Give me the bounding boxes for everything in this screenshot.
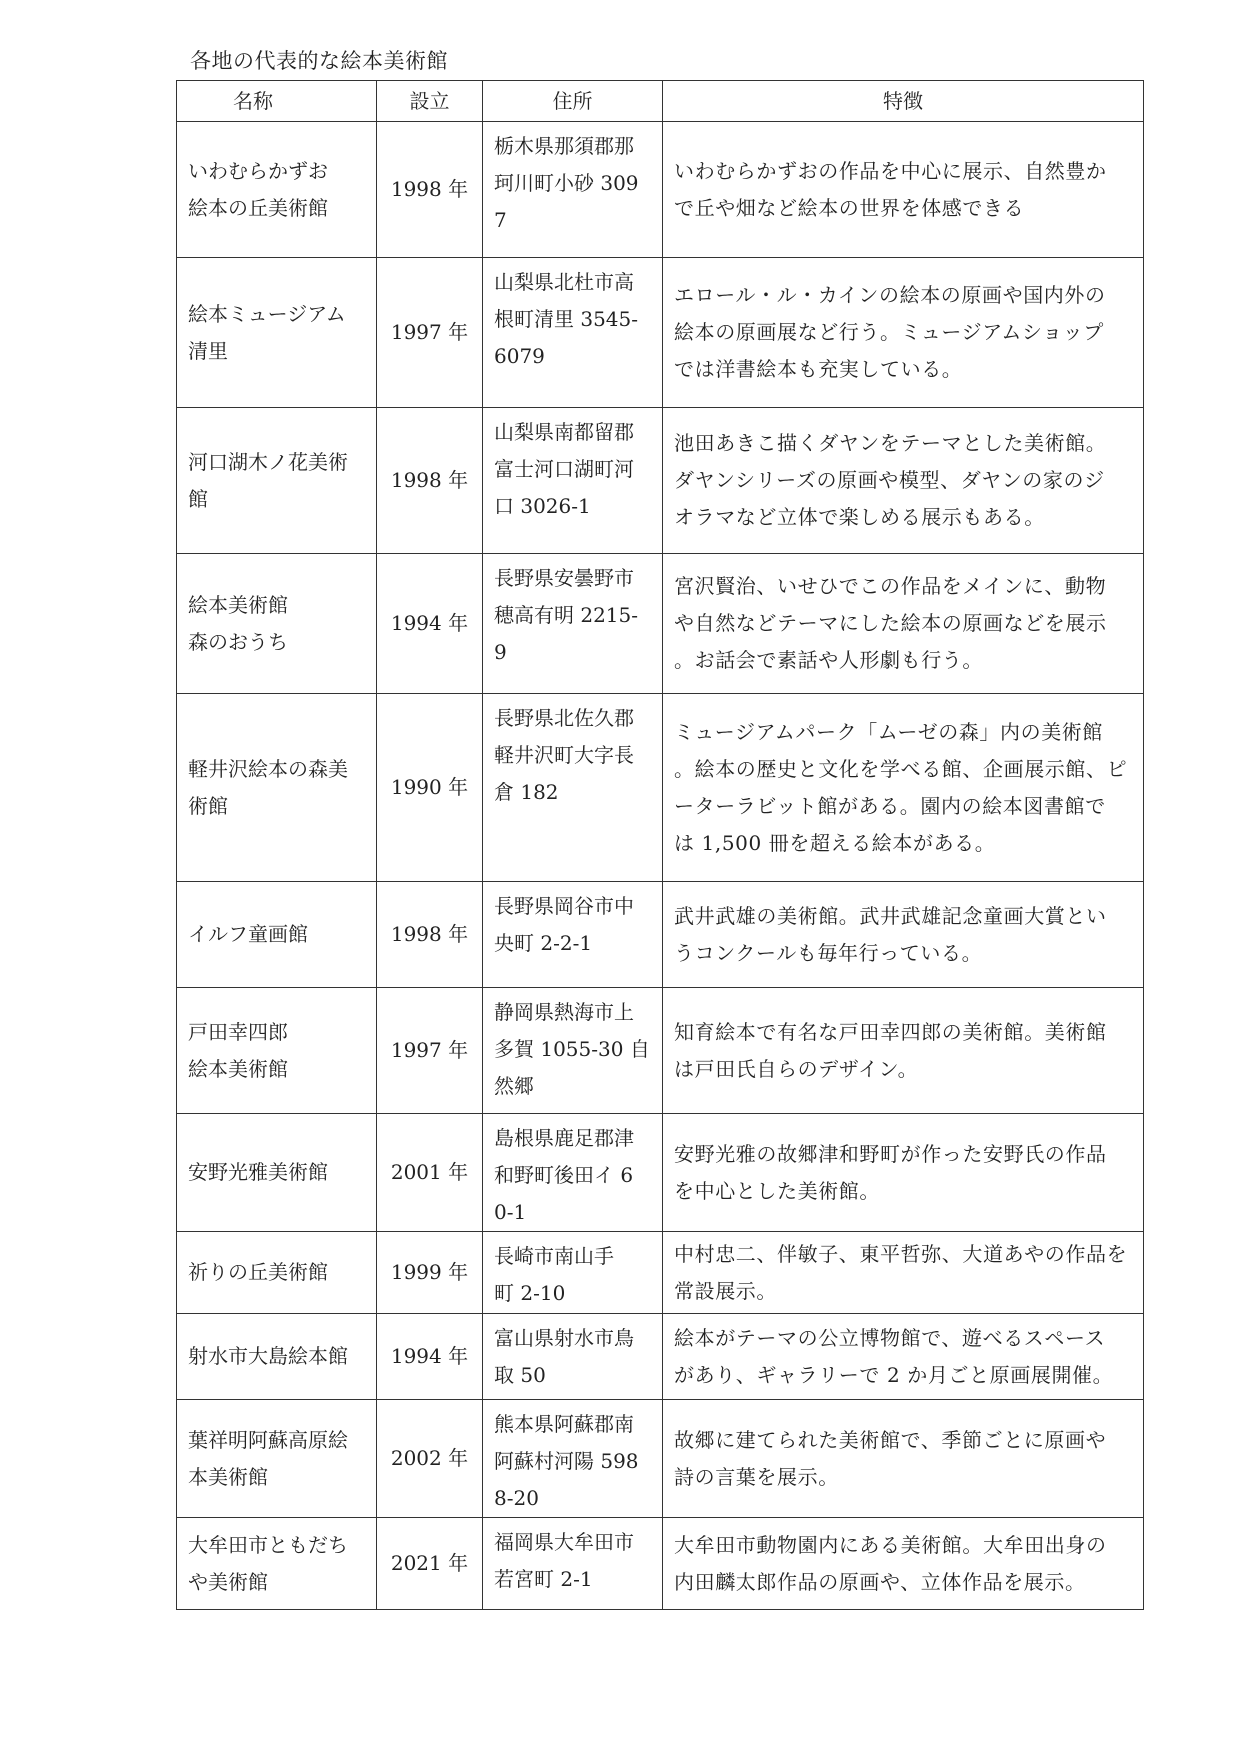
established-year-cell: 1999 年 <box>377 1232 483 1314</box>
address-cell: 静岡県熱海市上 多賀 1055-30 自 然郷 <box>483 988 663 1114</box>
museum-name-cell: 河口湖木ノ花美術 館 <box>177 408 377 554</box>
feature-cell: 大牟田市動物園内にある美術館。大牟田出身の 内田麟太郎作品の原画や、立体作品を展示。 <box>663 1518 1144 1610</box>
museum-name-cell: 絵本美術館 森のおうち <box>177 554 377 694</box>
established-year-cell: 1994 年 <box>377 1314 483 1400</box>
established-year-cell: 1998 年 <box>377 882 483 988</box>
column-header-address: 住所 <box>483 81 663 122</box>
table-row <box>177 1314 1144 1400</box>
address-cell: 長野県岡谷市中 央町 2-2-1 <box>483 882 663 988</box>
museum-name-cell: 安野光雅美術館 <box>177 1114 377 1232</box>
established-year-cell: 1998 年 <box>377 122 483 258</box>
table-row <box>177 554 1144 694</box>
table-row <box>177 1400 1144 1518</box>
established-year-cell: 1997 年 <box>377 988 483 1114</box>
address-cell: 熊本県阿蘇郡南 阿蘇村河陽 598 8-20 <box>483 1400 663 1518</box>
page-title: 各地の代表的な絵本美術館 <box>190 49 448 73</box>
table-row <box>177 122 1144 258</box>
table-row <box>177 1518 1144 1610</box>
feature-cell: ミュージアムパーク「ムーゼの森」内の美術館 。絵本の歴史と文化を学べる館、企画展示館、ピ ーターラビット館がある。園内の絵本図書館で は 1,500 冊を超える絵本がある。 <box>663 694 1144 882</box>
feature-cell: 知育絵本で有名な戸田幸四郎の美術館。美術館 は戸田氏自らのデザイン。 <box>663 988 1144 1114</box>
museum-name-cell: 射水市大島絵本館 <box>177 1314 377 1400</box>
established-year-cell: 2021 年 <box>377 1518 483 1610</box>
address-cell: 福岡県大牟田市 若宮町 2-1 <box>483 1518 663 1610</box>
table-row <box>177 988 1144 1114</box>
museum-name-cell: 祈りの丘美術館 <box>177 1232 377 1314</box>
table-row <box>177 1232 1144 1314</box>
museum-name-cell: イルフ童画館 <box>177 882 377 988</box>
address-cell: 長野県安曇野市 穂高有明 2215- 9 <box>483 554 663 694</box>
museum-name-cell: 大牟田市ともだち や美術館 <box>177 1518 377 1610</box>
established-year-cell: 1998 年 <box>377 408 483 554</box>
feature-cell: 宮沢賢治、いせひでこの作品をメインに、動物 や自然などテーマにした絵本の原画などを展示 。お話会で素話や人形劇も行う。 <box>663 554 1144 694</box>
museum-table <box>176 80 1144 1610</box>
address-cell: 島根県鹿足郡津 和野町後田イ 6 0-1 <box>483 1114 663 1232</box>
column-header-year: 設立 <box>377 81 483 122</box>
feature-cell: 中村忠二、伴敏子、東平哲弥、大道あやの作品を 常設展示。 <box>663 1232 1144 1314</box>
column-header-feature: 特徴 <box>663 81 1144 122</box>
museum-name-cell: いわむらかずお 絵本の丘美術館 <box>177 122 377 258</box>
table-row <box>177 882 1144 988</box>
table-row <box>177 1114 1144 1232</box>
address-cell: 栃木県那須郡那 珂川町小砂 309 7 <box>483 122 663 258</box>
established-year-cell: 1990 年 <box>377 694 483 882</box>
feature-cell: エロール・ル・カインの絵本の原画や国内外の 絵本の原画展など行う。ミュージアムショップ では洋書絵本も充実している。 <box>663 258 1144 408</box>
address-cell: 長野県北佐久郡 軽井沢町大字長 倉 182 <box>483 694 663 882</box>
table-row <box>177 408 1144 554</box>
address-cell: 長崎市南山手 町 2-10 <box>483 1232 663 1314</box>
feature-cell: 武井武雄の美術館。武井武雄記念童画大賞とい うコンクールも毎年行っている。 <box>663 882 1144 988</box>
museum-name-cell: 戸田幸四郎 絵本美術館 <box>177 988 377 1114</box>
feature-cell: 安野光雅の故郷津和野町が作った安野氏の作品 を中心とした美術館。 <box>663 1114 1144 1232</box>
museum-name-cell: 軽井沢絵本の森美 術館 <box>177 694 377 882</box>
museum-name-cell: 葉祥明阿蘇高原絵 本美術館 <box>177 1400 377 1518</box>
table-header-row <box>177 81 1144 122</box>
established-year-cell: 1997 年 <box>377 258 483 408</box>
column-header-name: 名称 <box>177 81 377 122</box>
table-row <box>177 258 1144 408</box>
feature-cell: 故郷に建てられた美術館で、季節ごとに原画や 詩の言葉を展示。 <box>663 1400 1144 1518</box>
feature-cell: 絵本がテーマの公立博物館で、遊べるスペース があり、ギャラリーで 2 か月ごと原画展開催。 <box>663 1314 1144 1400</box>
feature-cell: 池田あきこ描くダヤンをテーマとした美術館。 ダヤンシリーズの原画や模型、ダヤンの家のジ オラマなど立体で楽しめる展示もある。 <box>663 408 1144 554</box>
established-year-cell: 2002 年 <box>377 1400 483 1518</box>
table-row <box>177 694 1144 882</box>
address-cell: 富山県射水市鳥 取 50 <box>483 1314 663 1400</box>
established-year-cell: 2001 年 <box>377 1114 483 1232</box>
address-cell: 山梨県南都留郡 富士河口湖町河 口 3026-1 <box>483 408 663 554</box>
feature-cell: いわむらかずおの作品を中心に展示、自然豊か で丘や畑など絵本の世界を体感できる <box>663 122 1144 258</box>
established-year-cell: 1994 年 <box>377 554 483 694</box>
museum-name-cell: 絵本ミュージアム 清里 <box>177 258 377 408</box>
table-body <box>177 122 1144 1610</box>
address-cell: 山梨県北杜市高 根町清里 3545- 6079 <box>483 258 663 408</box>
